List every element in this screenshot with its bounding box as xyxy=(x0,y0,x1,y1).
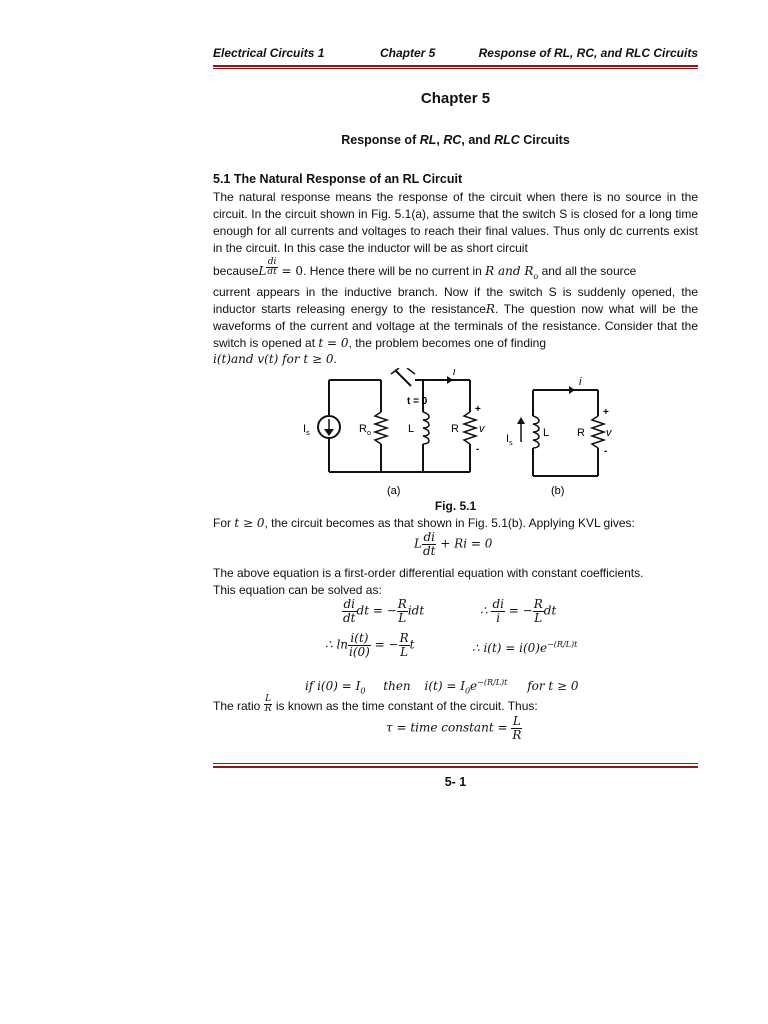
eq2a-mid: dt = − xyxy=(356,603,397,618)
eq2b-rfrac xyxy=(533,598,544,624)
eq2b-rnum: R xyxy=(533,597,543,611)
resistance-R: R xyxy=(485,302,495,316)
because-rest: . Hence there will be no current in xyxy=(303,264,486,279)
equation-separate-b xyxy=(480,598,556,624)
footer-rule xyxy=(213,766,698,768)
eq2b-rden: L xyxy=(534,610,543,625)
eq2b-mid: = − xyxy=(504,603,533,618)
finding-line xyxy=(213,352,698,366)
equation-ln xyxy=(325,632,414,658)
eq3a-frac xyxy=(348,632,371,658)
inductor-symbol-b xyxy=(533,416,539,448)
text4-num: L xyxy=(265,694,272,704)
eq2a-rfrac xyxy=(397,598,408,624)
label-is-b xyxy=(506,433,513,447)
chapter-title: Chapter 5 xyxy=(420,90,491,107)
eq4-sub0: 0 xyxy=(360,686,366,696)
subtitle-rlc: RLC xyxy=(494,133,520,147)
is-arrowhead-b xyxy=(517,417,525,424)
chapter-subtitle xyxy=(213,133,698,147)
switch-symbol xyxy=(391,368,415,386)
eq3b-text: ∴ i(t) = i(0)e xyxy=(472,641,548,655)
section-heading: 5.1 The Natural Response of an RL Circuit xyxy=(213,172,463,186)
eq5-lhs: τ = time constant = xyxy=(386,720,512,735)
subtitle-suffix: Circuits xyxy=(519,133,570,147)
subtitle-rl: RL xyxy=(419,133,437,147)
because-eq: = 0 xyxy=(277,264,304,279)
equation-time-constant xyxy=(386,715,522,741)
eq1-rest: + Ri = 0 xyxy=(436,536,493,551)
because-tail: and all the source xyxy=(538,264,637,279)
para1-line3: . The question now what will be the waveforms of the current and voltage at the terminals of the resistance. Consider that the switch is opened at xyxy=(213,302,698,350)
eq2b-pre: ∴ xyxy=(480,603,492,618)
paragraph-switch-opened xyxy=(213,284,698,352)
finding-expression: i(t)and v(t) for t ≥ 0 xyxy=(213,352,334,366)
is-sub-b: s xyxy=(509,440,513,447)
eq5-frac xyxy=(511,715,522,741)
header-rule xyxy=(213,65,698,67)
ro-sub: o xyxy=(533,271,539,281)
label-t0: t = 0 xyxy=(407,396,428,407)
subtitle-rc: RC xyxy=(443,133,462,147)
label-r-b: R xyxy=(577,427,585,439)
frac-den: dt xyxy=(267,267,277,278)
circuit-a-wires xyxy=(329,380,470,472)
figure-caption: Fig. 5.1 xyxy=(434,499,477,513)
eq3b-exp: −(R/L)t xyxy=(547,640,578,649)
header-rule-thin xyxy=(213,68,698,69)
label-l-a: L xyxy=(408,423,415,435)
circuit-figure xyxy=(295,368,625,500)
eq4-e: e xyxy=(470,679,478,693)
text4-prefix: The ratio xyxy=(213,699,264,714)
because-text: because xyxy=(213,264,259,279)
paragraph-natural-response xyxy=(213,189,698,257)
eq1-den: dt xyxy=(422,543,436,558)
eq3a-rfrac xyxy=(399,632,410,658)
eq2a-num: di xyxy=(343,597,356,611)
header-left: Electrical Circuits 1 xyxy=(213,46,325,60)
page-number: 5- 1 xyxy=(444,775,467,789)
eq2a-rden: L xyxy=(398,610,407,625)
label-minus-b: - xyxy=(604,446,608,457)
resistor-r-symbol xyxy=(464,412,476,444)
current-source-symbol xyxy=(318,416,340,438)
para1-because-line xyxy=(213,258,698,284)
label-l-b: L xyxy=(543,427,550,439)
current-arrowhead-b xyxy=(569,386,575,394)
label-i-b: i xyxy=(579,376,582,388)
ro-sub-text: o xyxy=(366,430,371,437)
eq5-den: R xyxy=(512,727,522,742)
label-fig-a: (a) xyxy=(387,485,401,497)
eq3a-tail: t xyxy=(409,637,415,652)
eq4-then: then xyxy=(383,679,411,693)
running-header xyxy=(213,46,698,64)
label-fig-b: (b) xyxy=(551,485,565,497)
eq3a-pre: ∴ ln xyxy=(325,637,349,652)
text2-cond: t ≥ 0 xyxy=(234,516,265,530)
header-center: Chapter 5 xyxy=(380,46,436,60)
eq2a-tail: idt xyxy=(407,603,425,618)
is-sub: s xyxy=(306,430,310,437)
eq4-exp: −(R/L)t xyxy=(477,678,508,687)
label-ro xyxy=(359,423,371,437)
equation-exp-solution xyxy=(472,640,577,655)
equation-kvl xyxy=(414,531,492,557)
text3-line2: This equation can be solved as: xyxy=(213,583,382,597)
text-for-t xyxy=(213,516,698,530)
para1-line2: current appears in the inductive branch. Now if the switch S is suddenly opened, the inductor starts releasing energy to the resistance xyxy=(213,285,698,316)
eq3a-mid: = − xyxy=(370,637,399,652)
subtitle-comma: , xyxy=(436,133,444,147)
eq2a-frac xyxy=(342,598,357,624)
para1-text: The natural response means the response of the circuit when there is no source in the circuit. In the circuit shown in Fig. 5.1(a), assume that the switch S is closed for a long time enough for all currents and voltages to reach their final values. Thus only dc currents exist in the circuit. In this case the inductor will be as short circuit xyxy=(213,190,698,255)
resistor-r-symbol-b xyxy=(592,416,604,448)
equation-separate-a xyxy=(342,598,424,624)
inductor-symbol xyxy=(423,412,429,444)
subtitle-prefix: Response of xyxy=(341,133,420,147)
eq4-pre: if i(0) = I xyxy=(305,679,361,693)
text-ratio xyxy=(213,695,698,717)
eq3a-rnum: R xyxy=(399,631,409,645)
text3-line1: The above equation is a first-order differential equation with constant coefficients. xyxy=(213,566,644,580)
eq2b-tail: dt xyxy=(543,603,557,618)
eq2b-num: di xyxy=(492,597,504,611)
text4-den: R xyxy=(264,704,272,715)
eq3a-rden: L xyxy=(400,644,409,659)
text2-prefix: For xyxy=(213,516,235,530)
eq4-cond: for t ≥ 0 xyxy=(527,679,579,693)
eq5-num: L xyxy=(512,714,521,728)
label-minus-a: - xyxy=(476,444,480,455)
eq4-res: i(t) = I xyxy=(424,679,465,693)
label-plus-b: + xyxy=(603,407,609,418)
label-r-a: R xyxy=(451,423,459,435)
eq1-num: di xyxy=(423,530,435,544)
eq2b-den: i xyxy=(496,610,501,625)
label-plus-a: + xyxy=(475,404,481,415)
label-v-b: v xyxy=(606,427,612,439)
eq4-res-sub: 0 xyxy=(464,686,471,696)
eq2b-frac xyxy=(491,598,505,624)
finding-end: . xyxy=(333,352,337,366)
is-text-b: I xyxy=(506,433,510,445)
para1-line4: , the problem becomes one of finding xyxy=(348,336,547,350)
eq2a-rnum: R xyxy=(397,597,407,611)
is-text: I xyxy=(303,423,307,435)
eq1-fraction xyxy=(422,531,437,557)
eq2a-den: dt xyxy=(343,610,356,625)
label-is-a xyxy=(303,423,310,437)
eq1-L: L xyxy=(414,536,422,551)
resistor-ro-symbol xyxy=(375,412,387,444)
footer-rule-thin xyxy=(213,763,698,764)
eq3a-den: i(0) xyxy=(349,644,370,659)
frac-num: di xyxy=(267,257,277,267)
header-right: Response of RL, RC, and RLC Circuits xyxy=(478,46,698,60)
subtitle-and: , and xyxy=(461,133,495,147)
text4-suffix: is known as the time constant of the circuit. Thus: xyxy=(272,699,538,714)
label-v-a: v xyxy=(479,423,485,435)
text2-suffix: , the circuit becomes as that shown in Fig. 5.1(b). Applying KVL gives: xyxy=(264,516,635,530)
t-zero: t = 0 xyxy=(318,336,349,350)
eq3a-num: i(t) xyxy=(348,632,371,646)
equation-initial-condition xyxy=(305,678,579,695)
ro-text: R xyxy=(359,423,367,435)
di-dt-fraction xyxy=(266,258,277,278)
r-and-ro: R and R xyxy=(485,264,534,279)
because-L: L xyxy=(258,264,267,279)
label-i-a: i xyxy=(453,368,456,378)
